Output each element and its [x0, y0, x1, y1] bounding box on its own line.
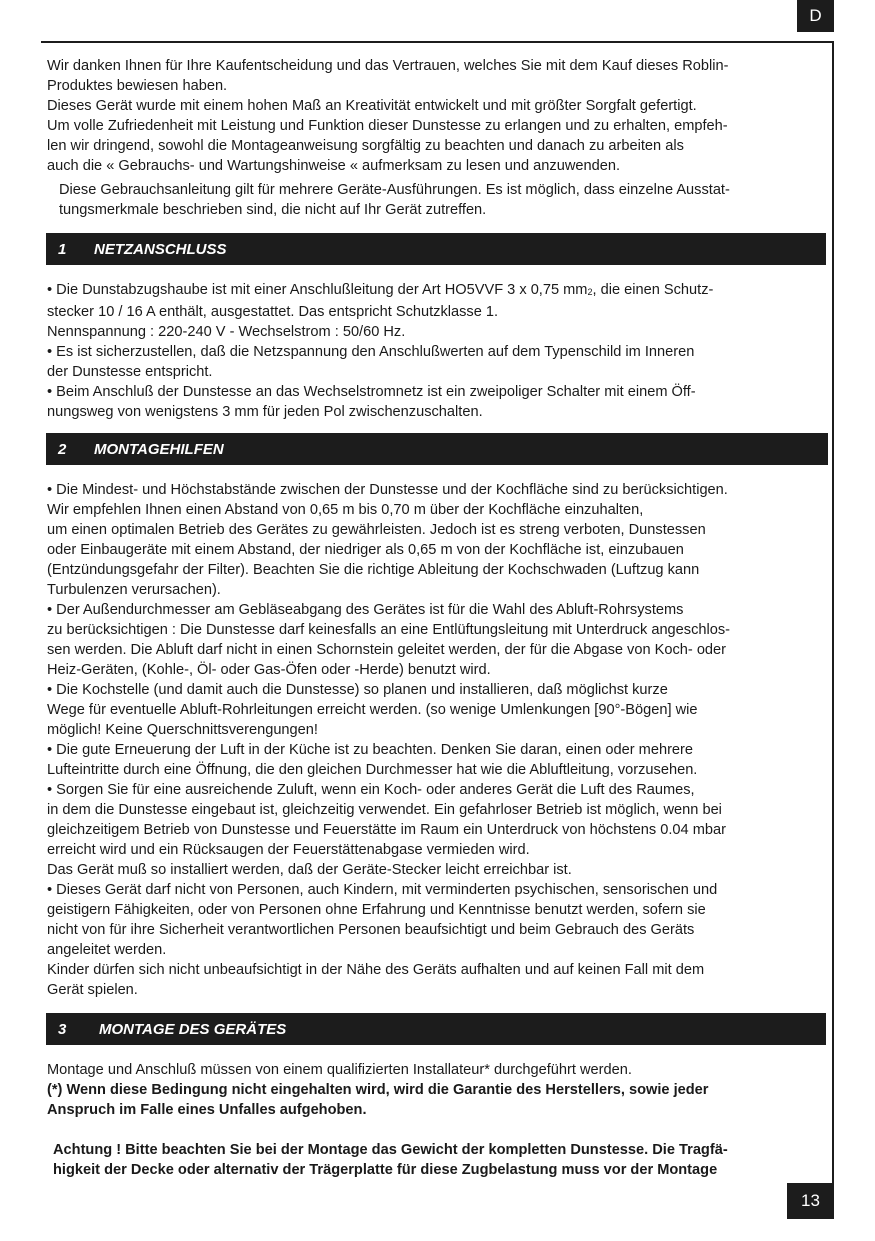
section-number: 1	[58, 240, 67, 258]
body-line: • Die Mindest- und Höchstabstände zwischen der Dunstesse und der Kochfläche sind zu berücksichtigen.	[47, 482, 728, 498]
disclaimer-line: (*) Wenn diese Bedingung nicht eingehalten wird, wird die Garantie des Herstellers, sowie jeder	[47, 1082, 709, 1098]
body-line: Wir empfehlen Ihnen einen Abstand von 0,65 m bis 0,70 m über der Kochfläche einzuhalten,	[47, 502, 644, 518]
body-line: Gerät spielen.	[47, 982, 138, 998]
body-line: Kinder dürfen sich nicht unbeaufsichtigt in der Nähe des Geräts aufhalten und auf keinen Fall mit dem	[47, 962, 705, 978]
body-line: stecker 10 / 16 A enthält, ausgestattet. Das entspricht Schutzklasse 1.	[47, 304, 499, 320]
body-line: Lufteintritte durch eine Öffnung, die den gleichen Durchmesser hat wie die Abluftleitung, vorzusehen.	[47, 762, 698, 778]
warning-line: Achtung ! Bitte beachten Sie bei der Montage das Gewicht der kompletten Dunstesse. Die Tragfä-	[53, 1142, 728, 1158]
page-number: 13	[787, 1183, 834, 1219]
language-tab: D	[797, 0, 834, 32]
body-line: (Entzündungsgefahr der Filter). Beachten Sie die richtige Ableitung der Kochschwaden (Luftzug kann	[47, 562, 700, 578]
section-header-montagehilfen	[46, 433, 828, 465]
body-line: in dem die Dunstesse eingebaut ist, gleichzeitig verwendet. Ein gefahrloser Betrieb ist möglich, wenn bei	[47, 802, 722, 818]
intro-line: Um volle Zufriedenheit mit Leistung und Funktion dieser Dunstesse zu erlangen und zu erhalten, empfeh-	[47, 118, 728, 134]
intro-note	[59, 180, 829, 220]
section-title: NETZANSCHLUSS	[94, 240, 227, 258]
warning-line: higkeit der Decke oder alternativ der Trägerplatte für diese Zugbelastung muss vor der Montage	[53, 1162, 718, 1178]
body-line: Wege für eventuelle Abluft-Rohrleitungen erreicht werden. (so wenige Umlenkungen [90°-Bögen] wie	[47, 702, 698, 718]
section-title: MONTAGEHILFEN	[94, 440, 224, 458]
intro-line: Dieses Gerät wurde mit einem hohen Maß an Kreativität entwickelt und mit größter Sorgfalt gefertigt.	[47, 98, 697, 114]
intro-line: Produktes bewiesen haben.	[47, 78, 228, 94]
body-line: • Die Dunstabzugshaube ist mit einer Anschlußleitung der Art HO5VVF 3 x 0,75 $mm_2$, die einen Schutz-	[47, 282, 714, 298]
body-line: angeleitet werden.	[47, 942, 167, 958]
note-line: Diese Gebrauchsanleitung gilt für mehrere Geräte-Ausführungen. Es ist möglich, dass einzelne Ausstat-	[59, 182, 730, 198]
section1-body	[47, 280, 829, 422]
intro-line: Wir danken Ihnen für Ihre Kaufentscheidung und das Vertrauen, welches Sie mit dem Kauf dieses Roblin-	[47, 58, 729, 74]
section3-body	[47, 1060, 829, 1120]
body-line: nungsweg von wenigstens 3 mm für jeden Pol zwischenzuschalten.	[47, 404, 483, 420]
body-line: oder Einbaugeräte mit einem Abstand, der niedriger als 0,65 m von der Kochfläche ist, einzubauen	[47, 542, 684, 558]
body-line: geistigern Fähigkeiten, oder von Personen ohne Erfahrung und Kenntnisse benutzt werden, sofern sie	[47, 902, 706, 918]
intro-line: len wir dringend, sowohl die Montageanweisung sorgfältig zu beachten und danach zu arbeiten als	[47, 138, 684, 154]
intro-paragraph	[47, 56, 829, 176]
disclaimer-line: Anspruch im Falle eines Unfalles aufgehoben.	[47, 1102, 367, 1118]
body-line: sen werden. Die Abluft darf nicht in einen Schornstein geleitet werden, der für die Abgase von Koch- oder	[47, 642, 727, 658]
intro-line: auch die « Gebrauchs- und Wartungshinweise « aufmerksam zu lesen und anzuwenden.	[47, 158, 621, 174]
body-line: Turbulenzen verursachen).	[47, 582, 221, 598]
body-line: • Dieses Gerät darf nicht von Personen, auch Kindern, mit verminderten psychischen, sensorischen und	[47, 882, 718, 898]
note-line: tungsmerkmale beschrieben sind, die nicht auf Ihr Gerät zutreffen.	[59, 202, 487, 218]
body-line: • Die Kochstelle (und damit auch die Dunstesse) so planen und installieren, daß möglichst kurze	[47, 682, 668, 698]
section2-body	[47, 480, 829, 1000]
body-line: Montage und Anschluß müssen von einem qualifizierten Installateur* durchgeführt werden.	[47, 1062, 632, 1078]
body-line: Das Gerät muß so installiert werden, daß der Geräte-Stecker leicht erreichbar ist.	[47, 862, 572, 878]
body-line: • Der Außendurchmesser am Gebläseabgang des Gerätes ist für die Wahl des Abluft-Rohrsystems	[47, 602, 684, 618]
section-number: 2	[58, 440, 67, 458]
weight-warning	[53, 1140, 829, 1180]
body-line: zu berücksichtigen : Die Dunstesse darf keinesfalls an eine Entlüftungsleitung mit Unterdruck angeschlos-	[47, 622, 731, 638]
body-line: Nennspannung : 220-240 V - Wechselstrom : 50/60 Hz.	[47, 324, 406, 340]
body-line: erreicht wird und ein Rücksaugen der Feuerstättenabgase vermieden wird.	[47, 842, 530, 858]
section-header-netzanschluss	[46, 233, 826, 265]
body-line: • Sorgen Sie für eine ausreichende Zuluft, wenn ein Koch- oder anderes Gerät die Luft des Raumes,	[47, 782, 695, 798]
section-number: 3	[58, 1020, 67, 1038]
body-line: der Dunstesse entspricht.	[47, 364, 213, 380]
body-line: • Beim Anschluß der Dunstesse an das Wechselstromnetz ist ein zweipoliger Schalter mit einem Öff-	[47, 384, 696, 400]
body-line: nicht von für ihre Sicherheit verantwortlichen Personen beaufsichtigt und beim Gebrauch des Geräts	[47, 922, 695, 938]
body-line: möglich! Keine Querschnittsverengungen!	[47, 722, 318, 738]
right-rule	[832, 41, 834, 1184]
section-title: MONTAGE DES GERÄTES	[99, 1020, 287, 1038]
body-line: • Es ist sicherzustellen, daß die Netzspannung den Anschlußwerten auf dem Typenschild im Inneren	[47, 344, 695, 360]
body-line: • Die gute Erneuerung der Luft in der Küche ist zu beachten. Denken Sie daran, einen oder mehrere	[47, 742, 694, 758]
body-line: Heiz-Geräten, (Kohle-, Öl- oder Gas-Öfen oder -Herde) benutzt wird.	[47, 662, 491, 678]
body-line: gleichzeitigem Betrieb von Dunstesse und Feuerstätte im Raum ein Unterdruck von höchstens 0.04 mbar	[47, 822, 726, 838]
section-header-montage-des-geraetes	[46, 1013, 826, 1045]
top-rule	[41, 41, 834, 43]
body-line: um einen optimalen Betrieb des Gerätes zu gewährleisten. Jedoch ist es streng verboten, Dunstessen	[47, 522, 706, 538]
